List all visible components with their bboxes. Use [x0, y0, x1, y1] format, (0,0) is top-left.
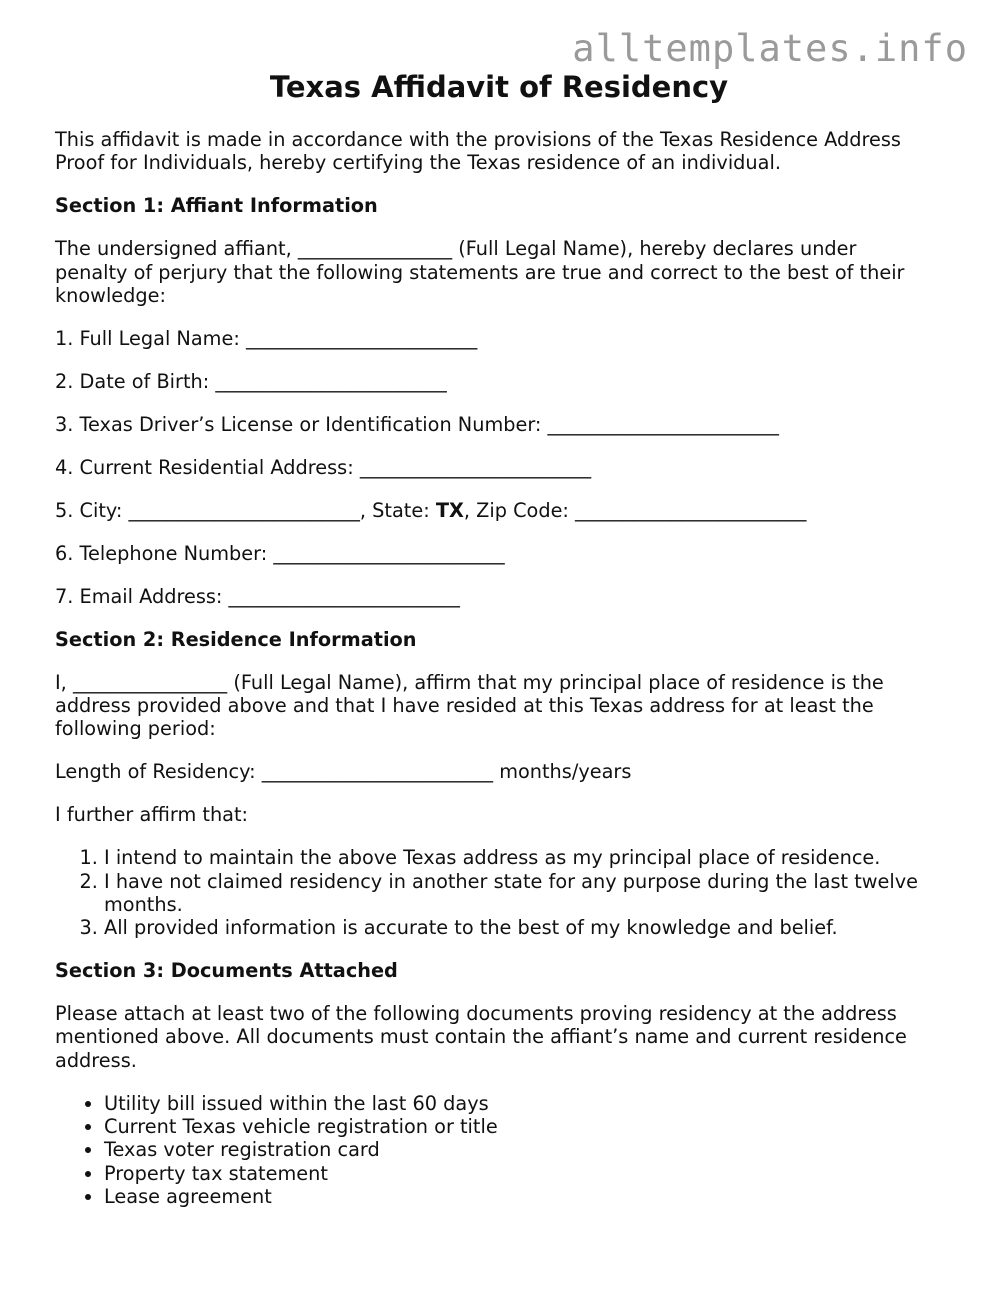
section1-heading: Section 1: Affiant Information [55, 194, 378, 218]
document-title: Texas Affidavit of Residency [269, 70, 729, 104]
list-item: 3. All provided information is accurate to the best of my knowledge and belief. [104, 916, 935, 939]
document-body [55, 128, 935, 1208]
list-item: • Current Texas vehicle registration or title [104, 1115, 935, 1138]
affirmation-list [55, 846, 935, 939]
list-item: • Property tax statement [104, 1162, 935, 1185]
list-item: 2. I have not claimed residency in another state for any purpose during the last twelve months. [104, 870, 935, 917]
watermark: alltemplates.info [572, 27, 968, 70]
list-item: • Utility bill issued within the last 60 days [104, 1092, 935, 1115]
license-number-field[interactable]: 3. Texas Driver’s License or Identification Number: ________________________ [55, 412, 779, 436]
list-item: 1. I intend to maintain the above Texas address as my principal place of residence. [104, 846, 935, 869]
further-affirm-label: I further affirm that: [55, 803, 249, 827]
section2-affirmation: I, ________________ (Full Legal Name), affirm that my principal place of residence is the address provided above and that I have resided at this Texas address for at least the following period: [55, 670, 884, 741]
list-item: • Texas voter registration card [104, 1138, 935, 1161]
section3-heading: Section 3: Documents Attached [55, 959, 398, 983]
email-field[interactable]: 7. Email Address: ________________________ [55, 584, 460, 608]
intro-paragraph: This affidavit is made in accordance with the provisions of the Texas Residence Address Proof for Individuals, hereby certifying the Texas residence of an individual. [55, 128, 901, 175]
state-value: TX [435, 498, 464, 522]
section2-heading: Section 2: Residence Information [55, 627, 417, 651]
telephone-field[interactable]: 6. Telephone Number: ________________________ [55, 541, 505, 565]
section1-declaration: The undersigned affiant, ________________ (Full Legal Name), hereby declares under penalty of perjury that the following statements are true and correct to the best of their knowledge: [55, 237, 905, 307]
list-item: • Lease agreement [104, 1185, 935, 1208]
date-of-birth-field[interactable]: 2. Date of Birth: ________________________ [55, 369, 447, 393]
length-of-residency-field[interactable]: Length of Residency: ________________________ months/years [55, 760, 632, 784]
documents-list [55, 1092, 935, 1208]
residential-address-field[interactable]: 4. Current Residential Address: ________________________ [55, 455, 592, 479]
city-state-zip-field[interactable] [55, 499, 935, 522]
section3-instructions: Please attach at least two of the following documents proving residency at the address mentioned above. All documents must contain the affiant’s name and current residence address. [55, 1002, 907, 1072]
city-label: 5. City: ________________________, State: [55, 498, 436, 522]
zip-label: , Zip Code: ________________________ [463, 498, 807, 522]
full-legal-name-field[interactable]: 1. Full Legal Name: ________________________ [55, 326, 478, 350]
